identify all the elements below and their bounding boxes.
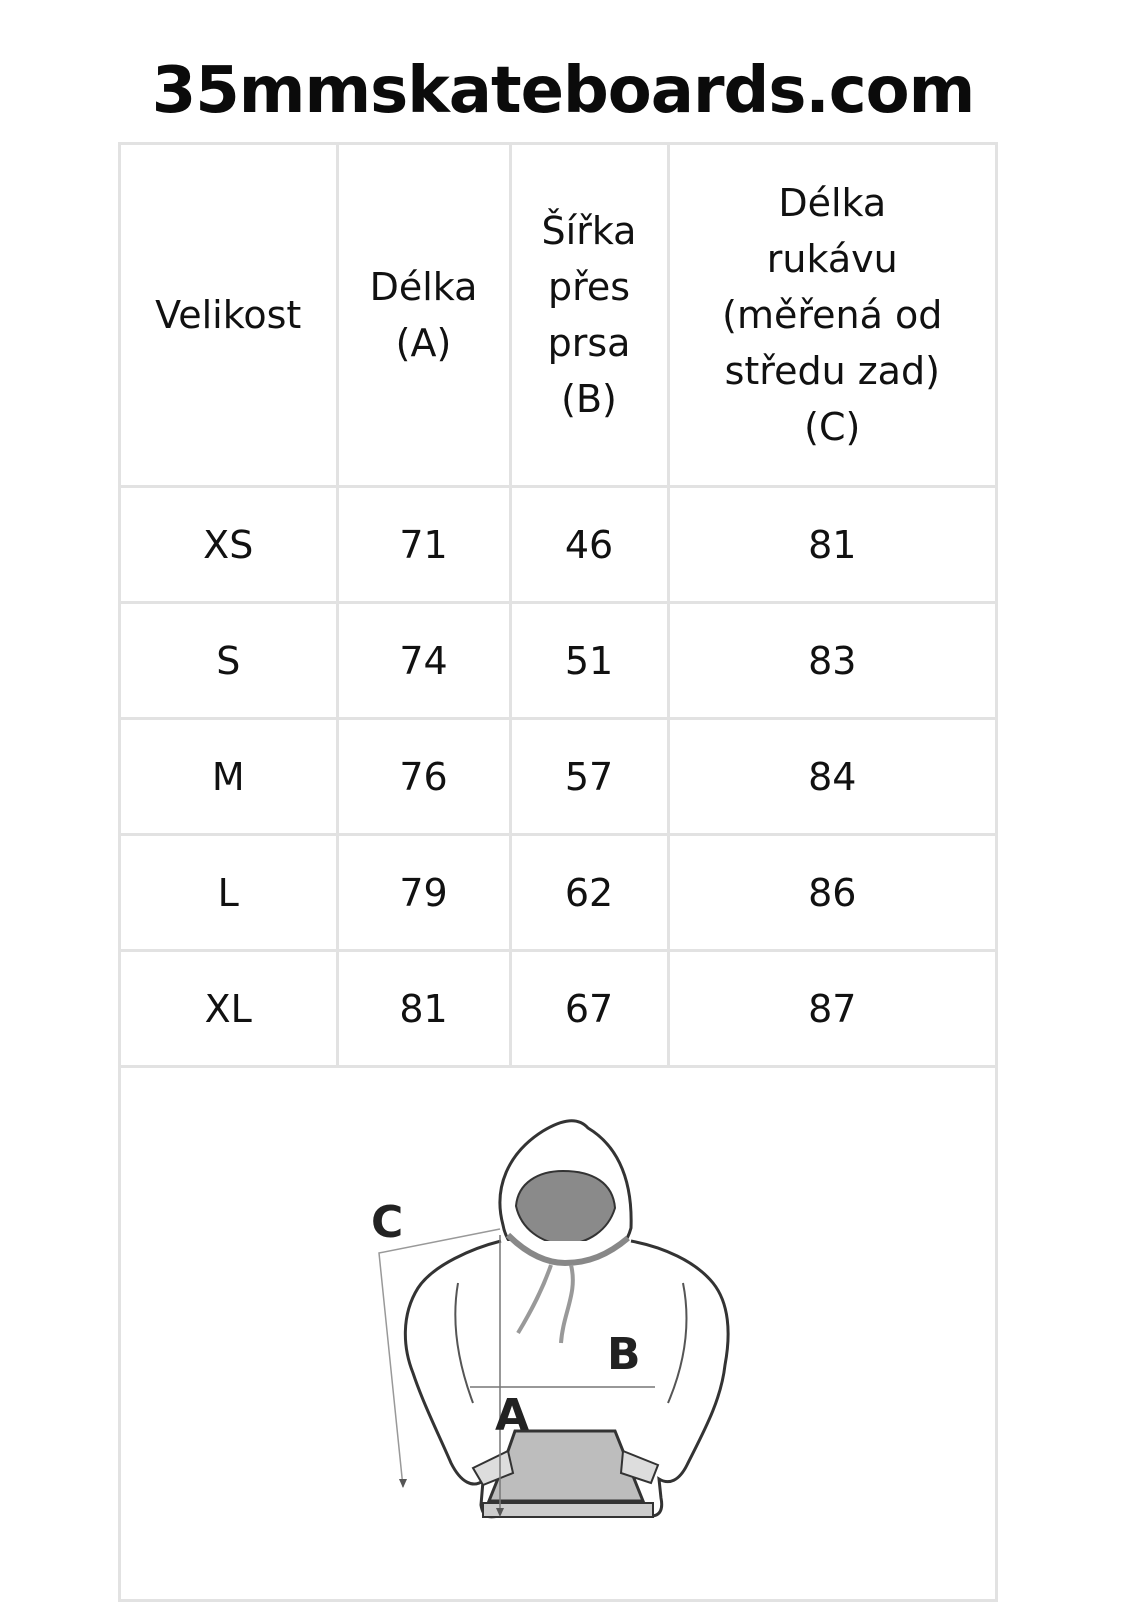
cell-size: L: [121, 835, 337, 951]
table-header-row: [121, 145, 995, 487]
table-row: [121, 951, 995, 1067]
cell-chest: 46: [510, 487, 668, 603]
size-chart: [118, 142, 998, 1602]
size-table: [121, 145, 995, 1068]
hoodie-measurement-diagram: [121, 1077, 995, 1602]
cell-length: 79: [337, 835, 510, 951]
cell-size: XS: [121, 487, 337, 603]
label-b: B: [607, 1329, 641, 1380]
cell-chest: 67: [510, 951, 668, 1067]
cell-size: M: [121, 719, 337, 835]
label-c: C: [371, 1197, 404, 1248]
header-chest-width: Šířka přes prsa (B): [510, 145, 668, 487]
cell-length: 71: [337, 487, 510, 603]
cell-size: XL: [121, 951, 337, 1067]
header-length: Délka (A): [337, 145, 510, 487]
site-title[interactable]: 35mmskateboards.com: [151, 54, 975, 128]
cell-chest: 51: [510, 603, 668, 719]
cell-length: 76: [337, 719, 510, 835]
arrow-c: [399, 1479, 407, 1488]
table-row: [121, 603, 995, 719]
hem-band: [483, 1503, 653, 1517]
label-a: A: [495, 1390, 530, 1441]
cell-length: 74: [337, 603, 510, 719]
header-size: Velikost: [121, 145, 337, 487]
cell-sleeve: 86: [668, 835, 995, 951]
cell-size: S: [121, 603, 337, 719]
table-row: [121, 835, 995, 951]
cell-chest: 62: [510, 835, 668, 951]
table-row: [121, 719, 995, 835]
cell-sleeve: 84: [668, 719, 995, 835]
table-row: [121, 487, 995, 603]
cell-sleeve: 83: [668, 603, 995, 719]
cell-sleeve: 87: [668, 951, 995, 1067]
cell-length: 81: [337, 951, 510, 1067]
cell-chest: 57: [510, 719, 668, 835]
header-sleeve-length: Délka rukávu (měřená od středu zad) (C): [668, 145, 995, 487]
cell-sleeve: 81: [668, 487, 995, 603]
